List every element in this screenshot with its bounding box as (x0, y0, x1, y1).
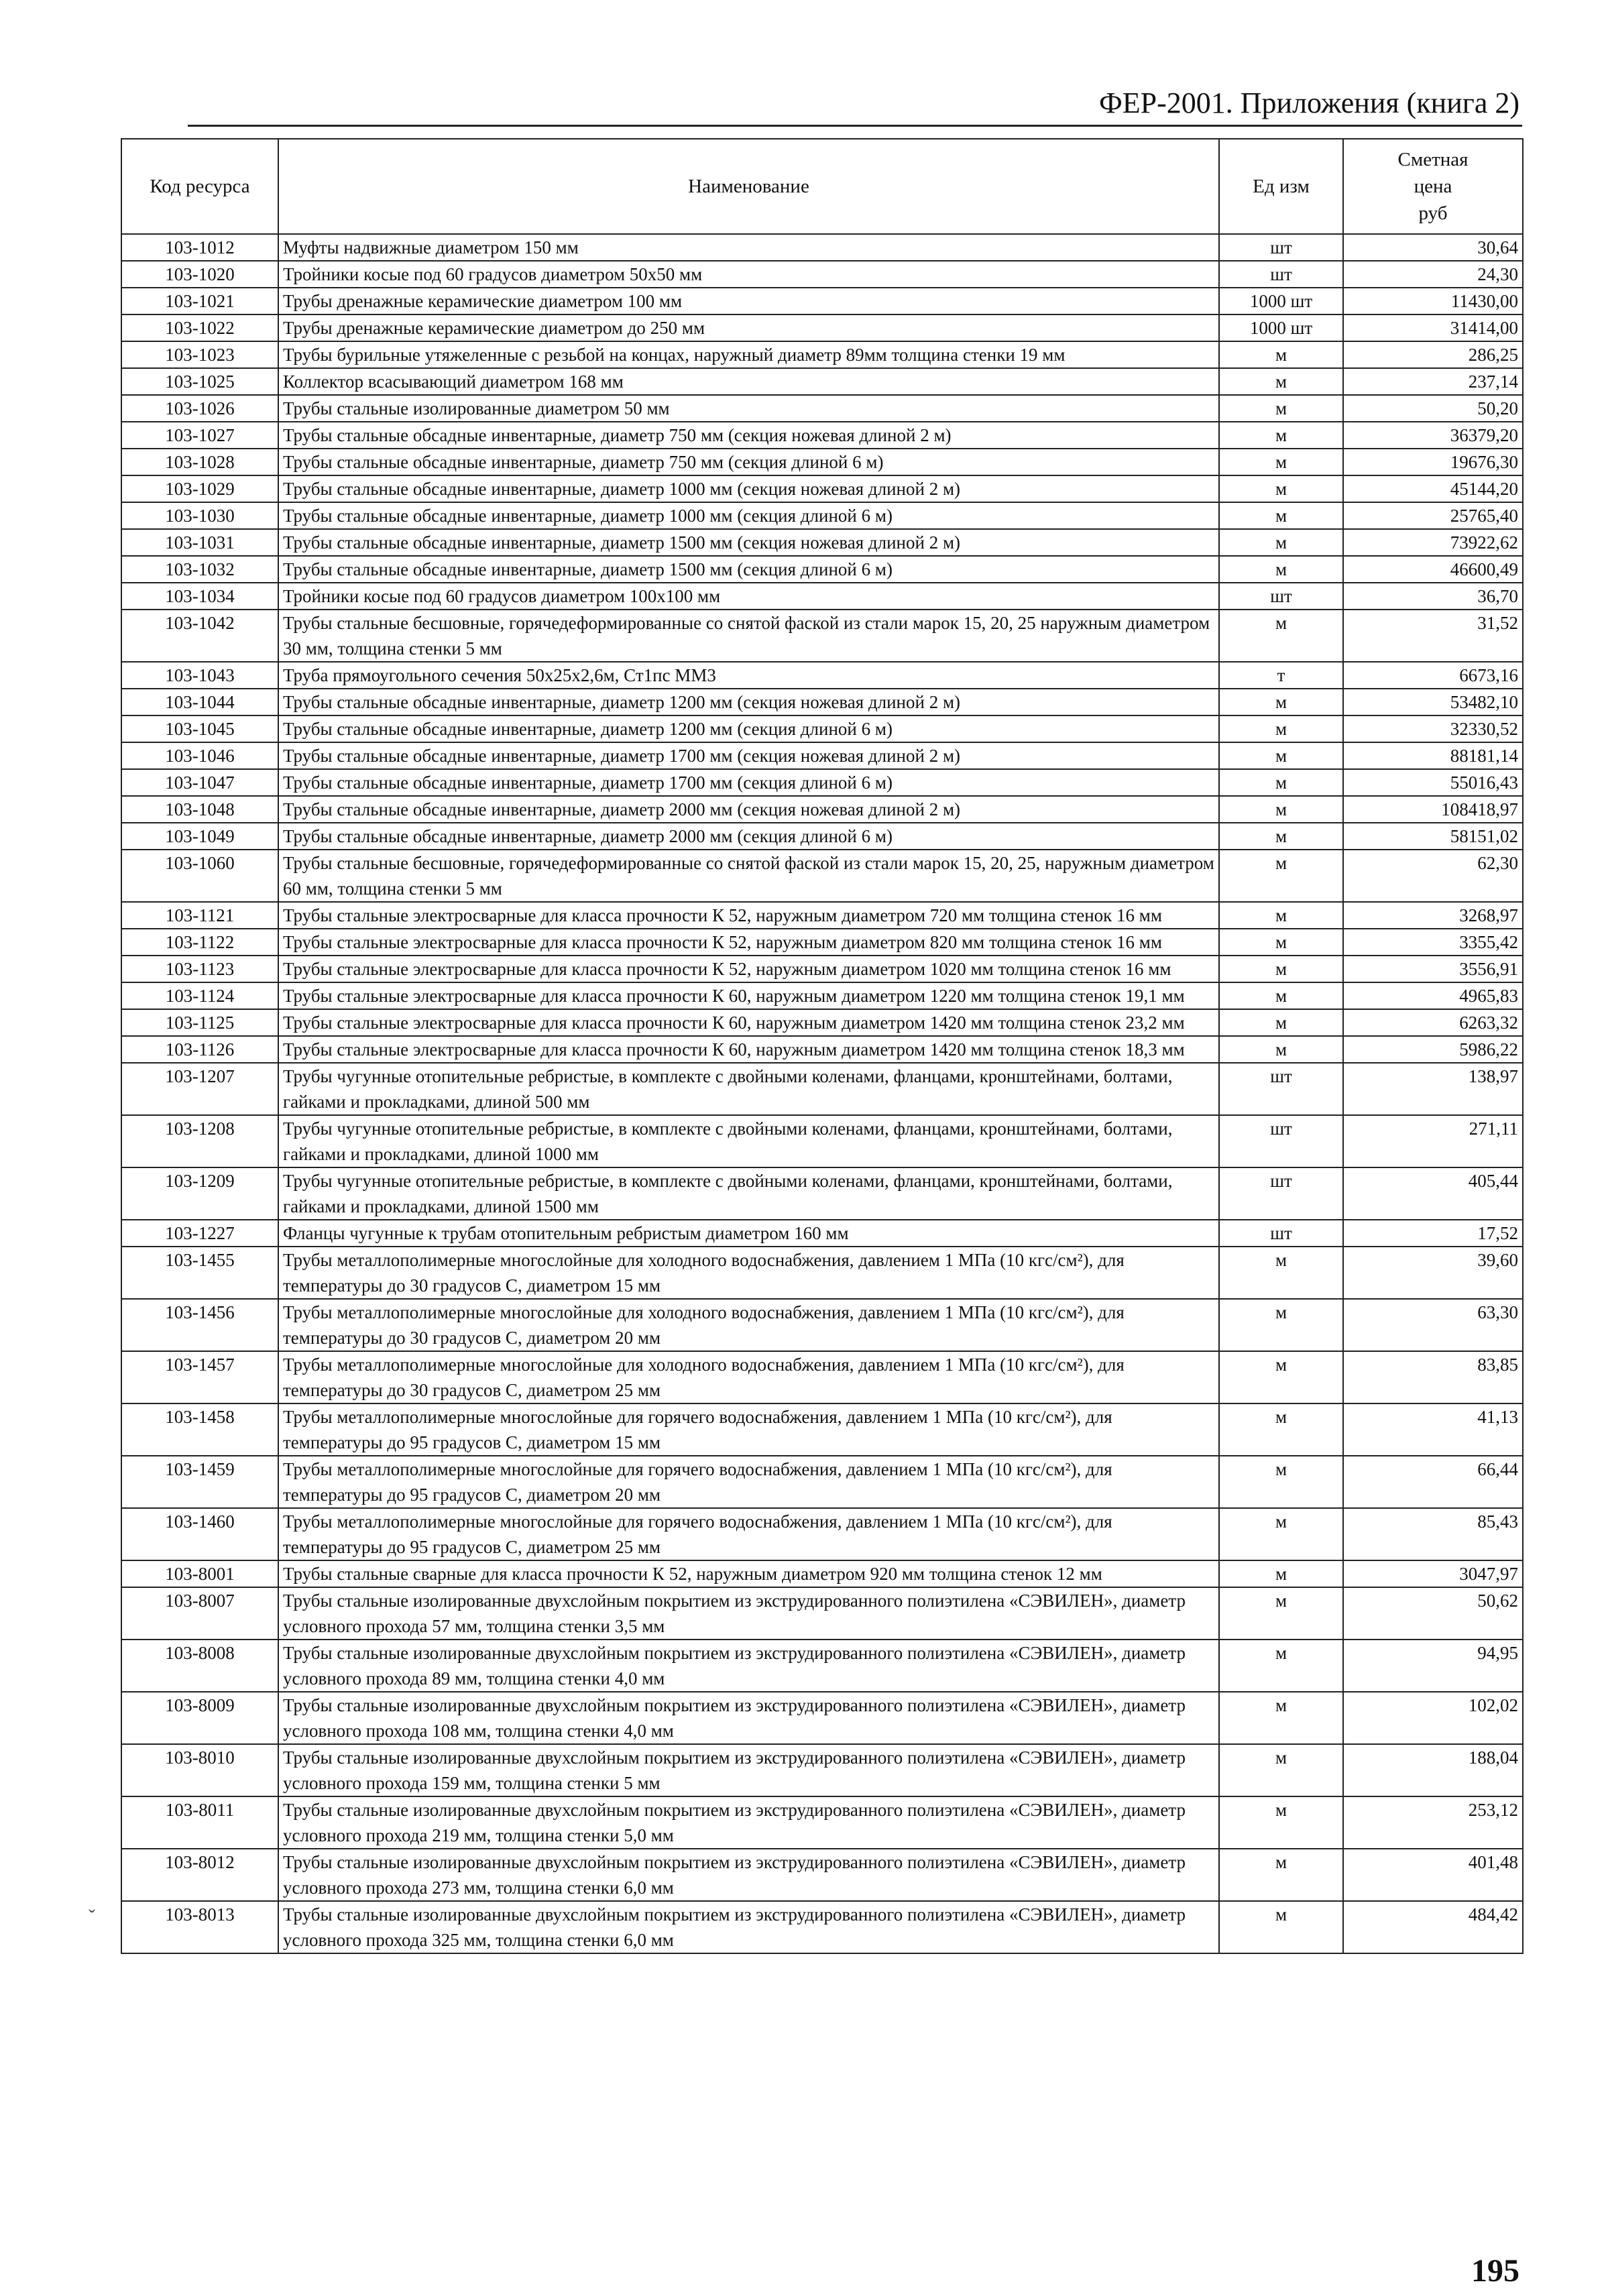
cell-name: Трубы стальные изолированные двухслойным покрытием из экструдированного полиэтилена «СЭВИЛЕН», диаметр условного прохода 325 мм, толщина стенки 6,0 мм (278, 1901, 1219, 1953)
cell-unit: шт (1219, 261, 1343, 288)
cell-code: 103-1021 (121, 288, 278, 314)
cell-unit: м (1219, 850, 1343, 902)
cell-code: 103-1012 (121, 234, 278, 261)
cell-unit: м (1219, 1640, 1343, 1692)
cell-code: 103-8012 (121, 1849, 278, 1901)
table-row (121, 502, 1523, 529)
table-row (121, 368, 1523, 395)
cell-code: 103-8011 (121, 1796, 278, 1849)
cell-price: 39,60 (1343, 1247, 1523, 1299)
cell-name: Трубы стальные обсадные инвентарные, диаметр 1200 мм (секция длиной 6 м) (278, 715, 1219, 742)
cell-code: 103-1048 (121, 796, 278, 823)
table-row (121, 314, 1523, 341)
cell-unit: м (1219, 982, 1343, 1009)
cell-code: 103-1047 (121, 769, 278, 796)
cell-name: Трубы стальные обсадные инвентарные, диаметр 2000 мм (секция ножевая длиной 2 м) (278, 796, 1219, 823)
cell-name: Трубы бурильные утяжеленные с резьбой на концах, наружный диаметр 89мм толщина стенки 19 мм (278, 341, 1219, 368)
table-row (121, 449, 1523, 475)
cell-unit: м (1219, 1299, 1343, 1351)
table-row (121, 1115, 1523, 1167)
page-header-title: ФЕР-2001. Приложения (книга 2) (1099, 87, 1519, 119)
table-row (121, 689, 1523, 715)
cell-price: 237,14 (1343, 368, 1523, 395)
cell-unit: м (1219, 1247, 1343, 1299)
cell-code: 103-1460 (121, 1508, 278, 1560)
cell-name: Трубы стальные электросварные для класса прочности К 52, наружным диаметром 1020 мм толщина стенок 16 мм (278, 956, 1219, 982)
cell-price: 45144,20 (1343, 475, 1523, 502)
cell-unit: шт (1219, 1220, 1343, 1247)
cell-name: Трубы стальные электросварные для класса прочности К 60, наружным диаметром 1420 мм толщина стенок 18,3 мм (278, 1036, 1219, 1063)
cell-code: 103-8007 (121, 1587, 278, 1640)
table-row (121, 556, 1523, 583)
cell-unit: м (1219, 1351, 1343, 1403)
cell-unit: шт (1219, 1063, 1343, 1115)
table-row (121, 1036, 1523, 1063)
cell-price: 62,30 (1343, 850, 1523, 902)
cell-name: Трубы металлополимерные многослойные для горячего водоснабжения, давлением 1 МПа (10 кгс/см²), для температуры до 95 градусов С, диаметром 15 мм (278, 1403, 1219, 1456)
table-row (121, 422, 1523, 449)
cell-code: 103-1030 (121, 502, 278, 529)
cell-name: Трубы стальные обсадные инвентарные, диаметр 1200 мм (секция ножевая длиной 2 м) (278, 689, 1219, 715)
cell-name: Трубы стальные изолированные двухслойным покрытием из экструдированного полиэтилена «СЭВИЛЕН», диаметр условного прохода 108 мм, толщина стенки 4,0 мм (278, 1692, 1219, 1744)
table-row (121, 1901, 1523, 1953)
cell-name: Трубы стальные обсадные инвентарные, диаметр 1500 мм (секция длиной 6 м) (278, 556, 1219, 583)
table-row (121, 956, 1523, 982)
cell-unit: м (1219, 1901, 1343, 1953)
table-row (121, 1640, 1523, 1692)
column-header-code: Код ресурса (121, 139, 278, 234)
cell-price: 11430,00 (1343, 288, 1523, 314)
cell-unit: м (1219, 1036, 1343, 1063)
table-row (121, 610, 1523, 662)
cell-code: 103-1025 (121, 368, 278, 395)
cell-price: 3047,97 (1343, 1560, 1523, 1587)
cell-code: 103-1032 (121, 556, 278, 583)
cell-code: 103-1208 (121, 1115, 278, 1167)
cell-unit: м (1219, 742, 1343, 769)
cell-unit: м (1219, 341, 1343, 368)
cell-price: 5986,22 (1343, 1036, 1523, 1063)
cell-price: 53482,10 (1343, 689, 1523, 715)
cell-unit: м (1219, 1508, 1343, 1560)
cell-name: Трубы стальные обсадные инвентарные, диаметр 1700 мм (секция ножевая длиной 2 м) (278, 742, 1219, 769)
cell-code: 103-1042 (121, 610, 278, 662)
cell-price: 19676,30 (1343, 449, 1523, 475)
cell-unit: м (1219, 502, 1343, 529)
cell-price: 63,30 (1343, 1299, 1523, 1351)
cell-name: Трубы стальные обсадные инвентарные, диаметр 2000 мм (секция длиной 6 м) (278, 823, 1219, 850)
cell-price: 50,20 (1343, 395, 1523, 422)
cell-code: 103-1457 (121, 1351, 278, 1403)
cell-code: 103-1207 (121, 1063, 278, 1115)
cell-code: 103-1034 (121, 583, 278, 610)
table-body (121, 234, 1523, 1953)
cell-name: Трубы стальные изолированные двухслойным покрытием из экструдированного полиэтилена «СЭВИЛЕН», диаметр условного прохода 159 мм, толщина стенки 5 мм (278, 1744, 1219, 1796)
cell-code: 103-1123 (121, 956, 278, 982)
cell-name: Тройники косые под 60 градусов диаметром 50х50 мм (278, 261, 1219, 288)
cell-name: Трубы стальные обсадные инвентарные, диаметр 750 мм (секция длиной 6 м) (278, 449, 1219, 475)
cell-unit: м (1219, 902, 1343, 929)
cell-unit: м (1219, 1587, 1343, 1640)
table-row (121, 1167, 1523, 1220)
cell-price: 271,11 (1343, 1115, 1523, 1167)
cell-name: Трубы металлополимерные многослойные для холодного водоснабжения, давлением 1 МПа (10 кгс/см²), для температуры до 30 градусов С, диаметром 15 мм (278, 1247, 1219, 1299)
cell-unit: м (1219, 556, 1343, 583)
cell-name: Трубы стальные обсадные инвентарные, диаметр 750 мм (секция ножевая длиной 2 м) (278, 422, 1219, 449)
column-header-price-line2: цена (1414, 176, 1452, 197)
cell-price: 31,52 (1343, 610, 1523, 662)
cell-name: Трубы стальные обсадные инвентарные, диаметр 1700 мм (секция длиной 6 м) (278, 769, 1219, 796)
cell-code: 103-1022 (121, 314, 278, 341)
cell-price: 108418,97 (1343, 796, 1523, 823)
cell-unit: м (1219, 1744, 1343, 1796)
cell-price: 73922,62 (1343, 529, 1523, 556)
cell-unit: т (1219, 662, 1343, 689)
cell-name: Трубы чугунные отопительные ребристые, в комплекте с двойными коленами, фланцами, кронштейнами, болтами, гайками и прокладками, длиной 1000 мм (278, 1115, 1219, 1167)
cell-price: 85,43 (1343, 1508, 1523, 1560)
header-rule (188, 125, 1522, 127)
cell-name: Трубы стальные бесшовные, горячедеформированные со снятой фаской из стали марок 15, 20, 25, наружным диаметром 60 мм, толщина стенки 5 мм (278, 850, 1219, 902)
cell-name: Трубы стальные электросварные для класса прочности К 60, наружным диаметром 1220 мм толщина стенок 19,1 мм (278, 982, 1219, 1009)
cell-price: 3556,91 (1343, 956, 1523, 982)
table-row (121, 341, 1523, 368)
cell-code: 103-1026 (121, 395, 278, 422)
cell-price: 188,04 (1343, 1744, 1523, 1796)
cell-code: 103-8010 (121, 1744, 278, 1796)
cell-unit: 1000 шт (1219, 288, 1343, 314)
cell-code: 103-1060 (121, 850, 278, 902)
cell-code: 103-1459 (121, 1456, 278, 1508)
cell-unit: м (1219, 823, 1343, 850)
table-header-row (121, 139, 1523, 234)
table-row (121, 1744, 1523, 1796)
cell-name: Труба прямоугольного сечения 50х25х2,6м, Ст1пс ММ3 (278, 662, 1219, 689)
table-row (121, 1560, 1523, 1587)
cell-unit: м (1219, 1796, 1343, 1849)
cell-price: 286,25 (1343, 341, 1523, 368)
table-row (121, 929, 1523, 956)
cell-code: 103-1227 (121, 1220, 278, 1247)
cell-price: 138,97 (1343, 1063, 1523, 1115)
cell-code: 103-1029 (121, 475, 278, 502)
cell-price: 32330,52 (1343, 715, 1523, 742)
cell-code: 103-1458 (121, 1403, 278, 1456)
table-row (121, 1692, 1523, 1744)
cell-code: 103-8001 (121, 1560, 278, 1587)
cell-name: Трубы стальные изолированные двухслойным покрытием из экструдированного полиэтилена «СЭВИЛЕН», диаметр условного прохода 89 мм, толщина стенки 4,0 мм (278, 1640, 1219, 1692)
table-row (121, 583, 1523, 610)
cell-code: 103-1045 (121, 715, 278, 742)
table-row (121, 261, 1523, 288)
cell-price: 41,13 (1343, 1403, 1523, 1456)
table-row (121, 1403, 1523, 1456)
column-header-price-line3: руб (1418, 203, 1448, 224)
table-row (121, 1849, 1523, 1901)
table-row (121, 234, 1523, 261)
cell-code: 103-8013 (121, 1901, 278, 1953)
cell-name: Трубы стальные обсадные инвентарные, диаметр 1000 мм (секция длиной 6 м) (278, 502, 1219, 529)
cell-code: 103-1456 (121, 1299, 278, 1351)
cell-price: 6673,16 (1343, 662, 1523, 689)
cell-code: 103-1455 (121, 1247, 278, 1299)
cell-name: Трубы дренажные керамические диаметром до 250 мм (278, 314, 1219, 341)
margin-mark: ˇ (89, 1906, 95, 1928)
cell-code: 103-1122 (121, 929, 278, 956)
table-row (121, 1587, 1523, 1640)
cell-unit: м (1219, 1849, 1343, 1901)
cell-unit: 1000 шт (1219, 314, 1343, 341)
cell-price: 55016,43 (1343, 769, 1523, 796)
cell-price: 83,85 (1343, 1351, 1523, 1403)
cell-name: Фланцы чугунные к трубам отопительным ребристым диаметром 160 мм (278, 1220, 1219, 1247)
cell-unit: м (1219, 956, 1343, 982)
cell-name: Трубы стальные изолированные двухслойным покрытием из экструдированного полиэтилена «СЭВИЛЕН», диаметр условного прохода 273 мм, толщина стенки 6,0 мм (278, 1849, 1219, 1901)
cell-unit: м (1219, 422, 1343, 449)
cell-code: 103-1028 (121, 449, 278, 475)
cell-code: 103-1020 (121, 261, 278, 288)
cell-unit: шт (1219, 1115, 1343, 1167)
column-header-name: Наименование (278, 139, 1219, 234)
cell-name: Трубы стальные обсадные инвентарные, диаметр 1000 мм (секция ножевая длиной 2 м) (278, 475, 1219, 502)
cell-price: 30,64 (1343, 234, 1523, 261)
cell-code: 103-1126 (121, 1036, 278, 1063)
cell-name: Трубы стальные электросварные для класса прочности К 60, наружным диаметром 1420 мм толщина стенок 23,2 мм (278, 1009, 1219, 1036)
cell-price: 484,42 (1343, 1901, 1523, 1953)
cell-price: 31414,00 (1343, 314, 1523, 341)
cell-unit: м (1219, 715, 1343, 742)
cell-unit: м (1219, 529, 1343, 556)
cell-name: Трубы стальные электросварные для класса прочности К 52, наружным диаметром 720 мм толщина стенок 16 мм (278, 902, 1219, 929)
cell-unit: шт (1219, 583, 1343, 610)
cell-name: Трубы металлополимерные многослойные для холодного водоснабжения, давлением 1 МПа (10 кгс/см²), для температуры до 30 градусов С, диаметром 20 мм (278, 1299, 1219, 1351)
cell-code: 103-1023 (121, 341, 278, 368)
cell-price: 253,12 (1343, 1796, 1523, 1849)
cell-unit: шт (1219, 1167, 1343, 1220)
cell-name: Трубы металлополимерные многослойные для холодного водоснабжения, давлением 1 МПа (10 кгс/см²), для температуры до 30 градусов С, диаметром 25 мм (278, 1351, 1219, 1403)
page-number: 195 (1471, 2253, 1519, 2289)
cell-unit: м (1219, 769, 1343, 796)
cell-price: 88181,14 (1343, 742, 1523, 769)
cell-name: Трубы стальные электросварные для класса прочности К 52, наружным диаметром 820 мм толщина стенок 16 мм (278, 929, 1219, 956)
cell-price: 6263,32 (1343, 1009, 1523, 1036)
cell-name: Трубы чугунные отопительные ребристые, в комплекте с двойными коленами, фланцами, кронштейнами, болтами, гайками и прокладками, длиной 500 мм (278, 1063, 1219, 1115)
cell-code: 103-1043 (121, 662, 278, 689)
table-row (121, 1220, 1523, 1247)
cell-unit: м (1219, 689, 1343, 715)
cell-code: 103-1124 (121, 982, 278, 1009)
cell-price: 24,30 (1343, 261, 1523, 288)
cell-price: 405,44 (1343, 1167, 1523, 1220)
cell-unit: м (1219, 475, 1343, 502)
cell-name: Трубы стальные обсадные инвентарные, диаметр 1500 мм (секция ножевая длиной 2 м) (278, 529, 1219, 556)
cell-code: 103-1049 (121, 823, 278, 850)
column-header-price-line1: Сметная (1397, 149, 1469, 170)
table-row (121, 1009, 1523, 1036)
cell-name: Коллектор всасывающий диаметром 168 мм (278, 368, 1219, 395)
cell-code: 103-1031 (121, 529, 278, 556)
cell-price: 36,70 (1343, 583, 1523, 610)
cell-name: Трубы стальные изолированные диаметром 50 мм (278, 395, 1219, 422)
cell-price: 94,95 (1343, 1640, 1523, 1692)
cell-name: Муфты надвижные диаметром 150 мм (278, 234, 1219, 261)
cell-name: Тройники косые под 60 градусов диаметром 100х100 мм (278, 583, 1219, 610)
cell-price: 66,44 (1343, 1456, 1523, 1508)
table-row (121, 1063, 1523, 1115)
cell-code: 103-1125 (121, 1009, 278, 1036)
cell-name: Трубы чугунные отопительные ребристые, в комплекте с двойными коленами, фланцами, кронштейнами, болтами, гайками и прокладками, длиной 1500 мм (278, 1167, 1219, 1220)
cell-price: 401,48 (1343, 1849, 1523, 1901)
cell-code: 103-1209 (121, 1167, 278, 1220)
cell-price: 25765,40 (1343, 502, 1523, 529)
resource-price-table (121, 138, 1524, 1954)
cell-name: Трубы металлополимерные многослойные для горячего водоснабжения, давлением 1 МПа (10 кгс/см²), для температуры до 95 градусов С, диаметром 25 мм (278, 1508, 1219, 1560)
table-row (121, 529, 1523, 556)
cell-code: 103-8008 (121, 1640, 278, 1692)
cell-price: 50,62 (1343, 1587, 1523, 1640)
table-row (121, 982, 1523, 1009)
cell-name: Трубы дренажные керамические диаметром 100 мм (278, 288, 1219, 314)
table-row (121, 796, 1523, 823)
table-row (121, 742, 1523, 769)
table-row (121, 1796, 1523, 1849)
cell-price: 102,02 (1343, 1692, 1523, 1744)
table-row (121, 1247, 1523, 1299)
cell-code: 103-1027 (121, 422, 278, 449)
column-header-unit: Ед изм (1219, 139, 1343, 234)
cell-price: 4965,83 (1343, 982, 1523, 1009)
table-row (121, 1299, 1523, 1351)
table-row (121, 1351, 1523, 1403)
cell-code: 103-8009 (121, 1692, 278, 1744)
cell-unit: м (1219, 368, 1343, 395)
cell-unit: м (1219, 796, 1343, 823)
table-row (121, 850, 1523, 902)
cell-name: Трубы стальные сварные для класса прочности К 52, наружным диаметром 920 мм толщина стенок 12 мм (278, 1560, 1219, 1587)
cell-unit: м (1219, 449, 1343, 475)
cell-unit: м (1219, 1009, 1343, 1036)
cell-price: 17,52 (1343, 1220, 1523, 1247)
table-row (121, 395, 1523, 422)
cell-price: 58151,02 (1343, 823, 1523, 850)
cell-name: Трубы стальные бесшовные, горячедеформированные со снятой фаской из стали марок 15, 20, 25 наружным диаметром 30 мм, толщина стенки 5 мм (278, 610, 1219, 662)
cell-unit: м (1219, 929, 1343, 956)
table-row (121, 715, 1523, 742)
column-header-price (1343, 139, 1523, 234)
table-row (121, 1456, 1523, 1508)
cell-price: 36379,20 (1343, 422, 1523, 449)
cell-unit: шт (1219, 234, 1343, 261)
cell-unit: м (1219, 1456, 1343, 1508)
table-row (121, 823, 1523, 850)
cell-price: 3355,42 (1343, 929, 1523, 956)
cell-unit: м (1219, 610, 1343, 662)
cell-code: 103-1046 (121, 742, 278, 769)
table-row (121, 1508, 1523, 1560)
cell-price: 3268,97 (1343, 902, 1523, 929)
cell-unit: м (1219, 1403, 1343, 1456)
cell-unit: м (1219, 1560, 1343, 1587)
table-row (121, 662, 1523, 689)
cell-name: Трубы металлополимерные многослойные для горячего водоснабжения, давлением 1 МПа (10 кгс/см²), для температуры до 95 градусов С, диаметром 20 мм (278, 1456, 1219, 1508)
table-row (121, 902, 1523, 929)
table-row (121, 769, 1523, 796)
cell-unit: м (1219, 395, 1343, 422)
table-row (121, 288, 1523, 314)
cell-name: Трубы стальные изолированные двухслойным покрытием из экструдированного полиэтилена «СЭВИЛЕН», диаметр условного прохода 57 мм, толщина стенки 3,5 мм (278, 1587, 1219, 1640)
table-row (121, 475, 1523, 502)
cell-name: Трубы стальные изолированные двухслойным покрытием из экструдированного полиэтилена «СЭВИЛЕН», диаметр условного прохода 219 мм, толщина стенки 5,0 мм (278, 1796, 1219, 1849)
cell-code: 103-1121 (121, 902, 278, 929)
cell-unit: м (1219, 1692, 1343, 1744)
cell-code: 103-1044 (121, 689, 278, 715)
cell-price: 46600,49 (1343, 556, 1523, 583)
